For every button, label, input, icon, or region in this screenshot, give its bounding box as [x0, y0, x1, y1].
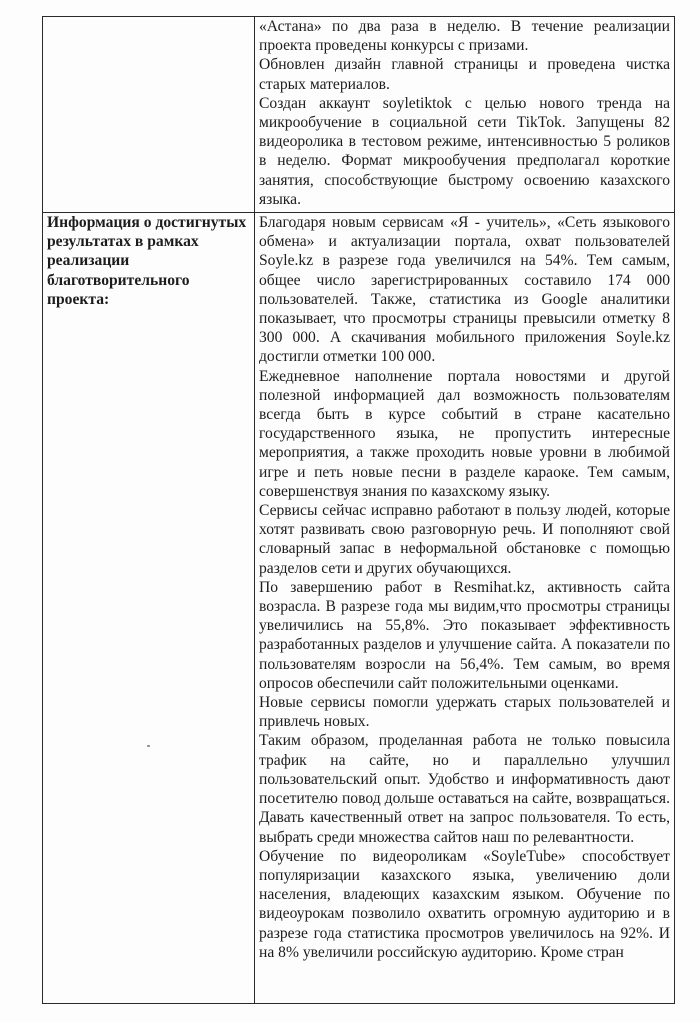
paragraph: Обновлен дизайн главной страницы и проведена чистка старых материалов.: [259, 56, 670, 93]
paragraph: Сервисы сейчас исправно работают в пользу людей, которые хотят развивать свою разговорную речь. И пополняют свой словарный запас в неформальной обстановке с помощью разделов сети и других обучающихся.: [259, 502, 670, 577]
report-table: [42, 16, 675, 1004]
paragraph: Новые сервисы помогли удержать старых пользователей и привлечь новых.: [259, 694, 670, 731]
paragraph: Создан аккаунт soyletiktok с целью нового тренда на микрообучение в социальной сети TikTok. Запущены 82 видеоролика в тестовом режиме, интенсивностью 5 роликов в неделю. Формат микрообучения предполагал короткие занятия, способствующие быстрому освоению казахского языка.: [259, 94, 670, 208]
paragraph: Благодаря новым сервисам «Я - учитель», «Сеть языкового обмена» и актуализации портала, охват пользователей Soyle.kz в разрезе года увеличился на 54%. Тем самым, общее число зарегистрированных составило 174 000 пользователей. Также, статистика из Google аналитики показывает, что просмотры страницы превысили отметку 8 300 000. А скачивания мобильного приложения Soyle.kz достигли отметки 100 000.: [259, 214, 670, 366]
top-row-label-cell: [43, 17, 255, 213]
results-content-cell: [255, 213, 675, 1004]
scan-speck: [147, 745, 150, 747]
paragraph: Ежедневное наполнение портала новостями и другой полезной информацией дал возможность пользователям всегда быть в курсе событий в стране касательно государственного языка, не пропустить интересные мероприятия, а также проходить новые уровни в любимой игре и петь новые песни в разделе караоке. Тем самым, совершенствуя знания по казахскому языку.: [259, 367, 670, 500]
results-label: Информация о достигнутых результатах в рамках реализации благотворительного проекта:: [47, 214, 247, 308]
paragraph: «Астана» по два раза в неделю. В течение реализации проекта проведены конкурсы с призами.: [259, 18, 670, 55]
table-row: [43, 17, 675, 213]
paragraph: По завершению работ в Resmihat.kz, активность сайта возрасла. В разрезе года мы видим,что просмотры страницы увеличились на 55,8%. Это показывает эффективность разработанных разделов и улучшение сайта. А показатели по пользователям возросли на 56,4%. Тем самым, во время опросов обеспечили сайт положительными оценками.: [259, 578, 670, 692]
top-row-content-cell: [255, 17, 675, 213]
results-label-cell: [43, 213, 255, 1004]
table-row: [43, 213, 675, 1004]
paragraph: Таким образом, проделанная работа не только повысила трафик на сайте, но и параллельно улучшил пользовательский опыт. Удобство и информативность дают посетителю повод дольше оставаться на сайте, возвращаться. Давать качественный ответ на запрос пользователя. То есть, выбрать среди множества сайтов наш по релевантности.: [259, 732, 670, 846]
paragraph: Обучение по видеороликам «SoyleTube» способствует популяризации казахского языка, увеличению доли населения, владеющих казахским языком. Обучение по видеоурокам позволило охватить огромную аудиторию и в разрезе года статистика просмотров увеличилось на 92%. И на 8% увеличили российскую аудиторию. Кроме стран: [259, 847, 670, 961]
